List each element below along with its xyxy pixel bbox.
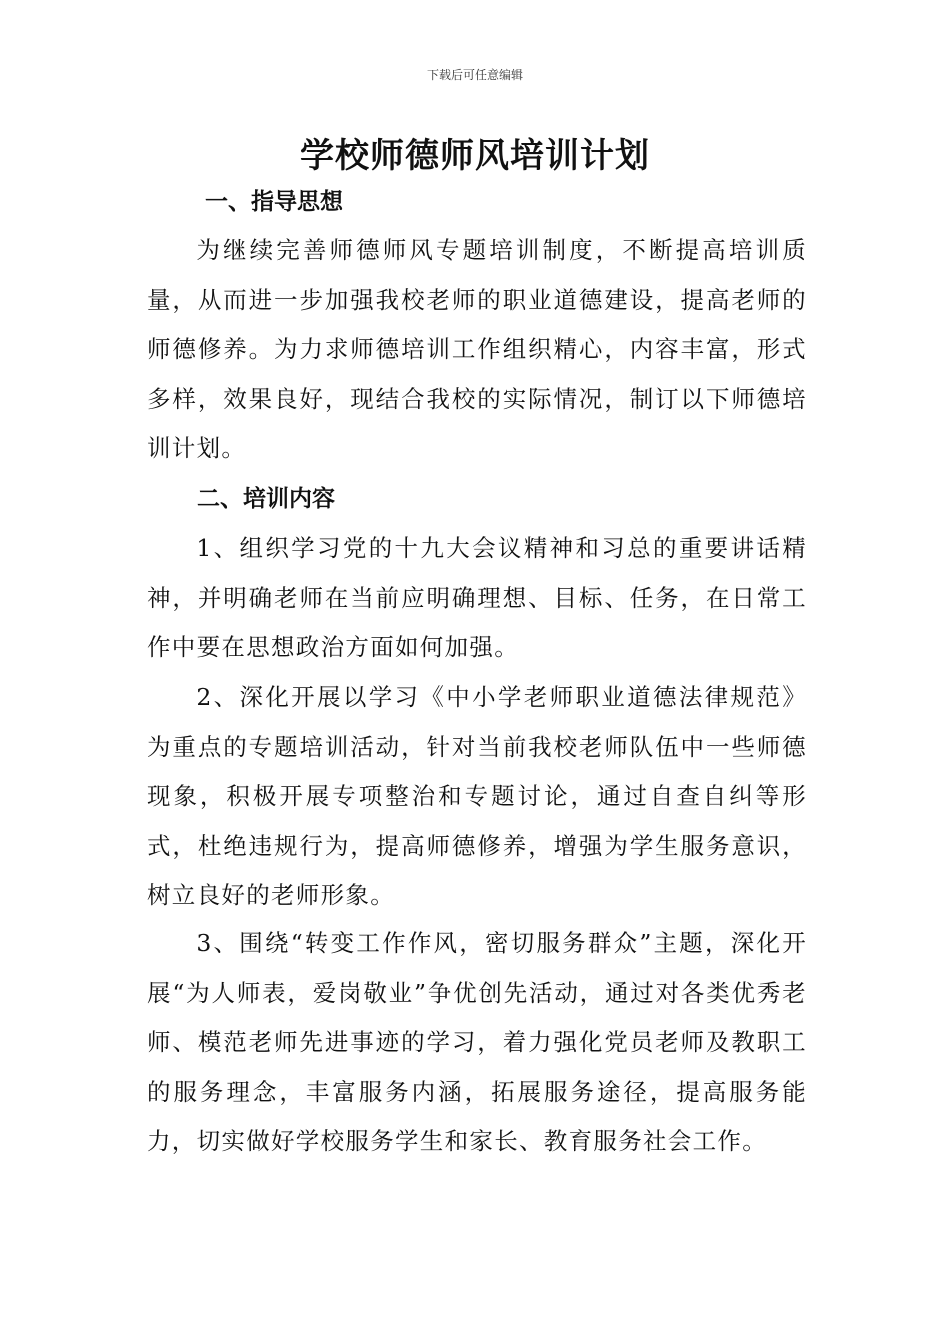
paragraph-item-2: 2、深化开展以学习《中小学老师职业道德法律规范》为重点的专题培训活动，针对当前我校老师队伍中一些师德现象，积极开展专项整治和专题讨论，通过自查自纠等形式，杜绝违规行为，提高师德修养，增强为学生服务意识，树立良好的老师形象。 <box>147 683 807 909</box>
section-heading-guiding-ideology: 一、指导思想 <box>205 189 343 215</box>
section-heading-training-content: 二、培训内容 <box>197 486 335 512</box>
document-title: 学校师德师风培训计划 <box>300 136 650 176</box>
paragraph-intro: 为继续完善师德师风专题培训制度，不断提高培训质量，从而进一步加强我校老师的职业道德建设，提高老师的师德修养。为力求师德培训工作组织精心，内容丰富，形式多样，效果良好，现结合我校的实际情况，制订以下师德培训计划。 <box>147 236 807 462</box>
header-note: 下载后可任意编辑 <box>426 68 523 82</box>
paragraph-item-1: 1、组织学习党的十九大会议精神和习总的重要讲话精神，并明确老师在当前应明确理想、目标、任务，在日常工作中要在思想政治方面如何加强。 <box>147 534 807 661</box>
paragraph-item-3: 3、围绕“转变工作作风，密切服务群众”主题，深化开展“为人师表，爱岗敬业”争优创先活动，通过对各类优秀老师、模范老师先进事迹的学习，着力强化党员老师及教职工的服务理念，丰富服务内涵，拓展服务途径，提高服务能力，切实做好学校服务学生和家长、教育服务社会工作。 <box>147 929 807 1155</box>
